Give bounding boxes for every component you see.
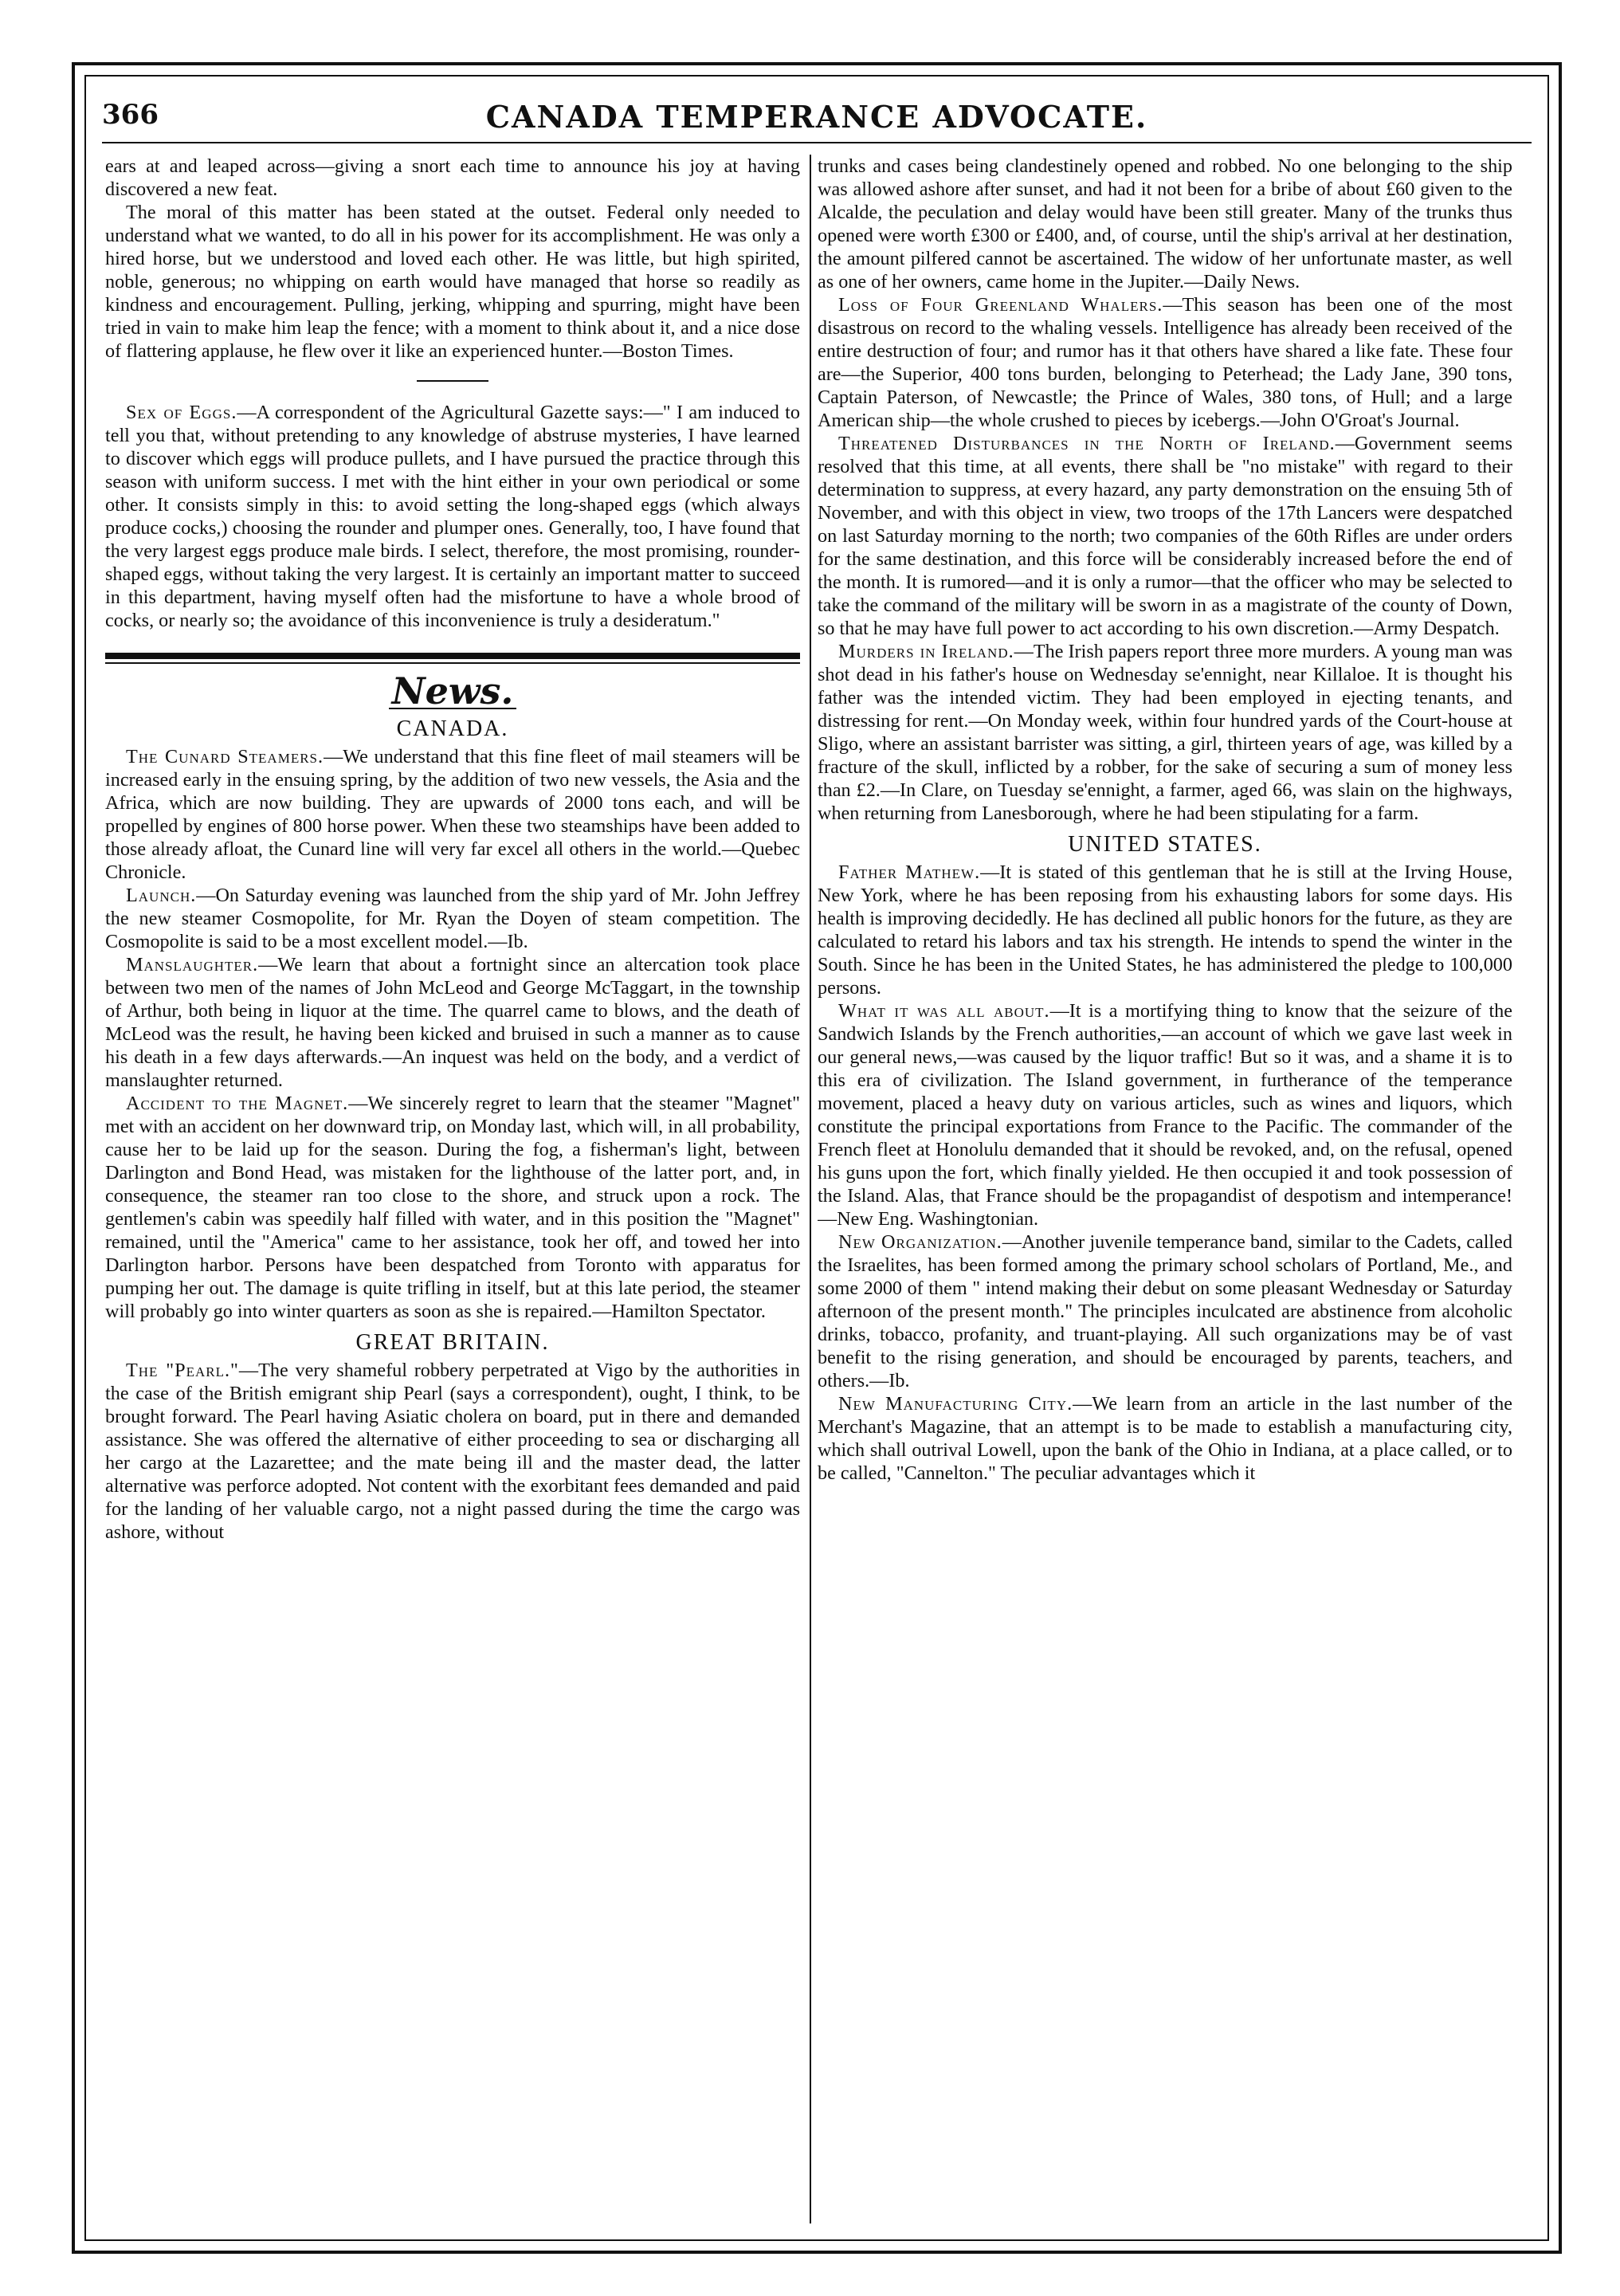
article-heading: Sex of Eggs. [126, 402, 237, 423]
article-body: —Government seems resolved that this time, at all events, there shall be "no mistake" with regard to their determination to suppress, at every hazard, any party demonstration on the ensuing 5th of November, and with this object in view, two troops of the 17th Lancers were despatched on last Saturday morning to the north; two companies of the 60th Rifles are under orders for the same destination, and this force will be considerably increased before the end of the month. It is rumored—and it is only a rumor—that the officer who may be selected to take the command of the military will be sworn in as a magistrate of the county of Down, so that he may have full power to act according to his own discretion.—Army Despatch. [818, 433, 1512, 639]
horse-story-moral: The moral of this matter has been stated at the outset. Federal only needed to understand what we wanted, to do all in his power for its accomplishment. He was only a hired horse, but we understood and loved each other. He was little, but high spirited, noble, generous; no whipping on earth would have managed that horse so readily as kindness and encouragement. Pulling, jerking, whipping and spurring, might have been tried in vain to make him leap the fence; with a moment to think about it, and a nice dose of flattering applause, he flew over it like an experienced hunter.—Boston Times. [105, 202, 800, 362]
article-pearl [105, 1359, 800, 1544]
article-murders [818, 640, 1512, 825]
page-inner-border [84, 75, 1549, 2241]
article-heading: Father Mathew. [838, 861, 981, 883]
article-heading: Manslaughter. [126, 954, 259, 975]
article-body: —We understand that this fine fleet of mail steamers will be increased early in the ensuing spring, by the addition of two new vessels, the Asia and the Africa, which are now building. They are upwards of 2000 tons each, and will be propelled by engines of 800 horse power. When these two steamships have been added to those already afloat, the Cunard line will very far excel all others in the world.—Quebec Chronicle. [105, 746, 800, 883]
article-manslaughter [105, 953, 800, 1092]
article-new-organization [818, 1230, 1512, 1392]
article-launch [105, 884, 800, 953]
article-body: —A correspondent of the Agricultural Gazette says:—" I am induced to tell you that, without pretending to any knowledge of abstruse mysteries, I have learned to discover which eggs will produce pullets, and I have pursued the practice through this season with uniform success. I met with the hint either in your own periodical or some other. It consists simply in this: to avoid setting the long-shaped eggs (which always produce cocks,) choosing the rounder and plumper ones. Generally, too, I have found that the very largest eggs produce male birds. I select, therefore, the most promising, rounder-shaped eggs, without taking the very largest. It is certainly an important matter to succeed in this department, having myself often had the misfortune to have a whole brood of cocks, or nearly so; the avoidance of this inconvenience is truly a desideratum." [105, 402, 800, 631]
horse-story-end: ears at and leaped across—giving a snort each time to announce his joy at having discovered a new feat. [105, 155, 800, 200]
page-number: 366 [102, 99, 159, 131]
article-body: —This season has been one of the most disastrous on record to the whaling vessels. Intelligence has already been received of the entire destruction of four; and rumor has it that others have shared a like fate. These four are—the Superior, 400 tons burden, belonging to Peterhead; the Lady Jane, 390 tons, Captain Paterson, of Newcastle; the Prince of Wales, 380 tons, of Hull; and a large American ship—the whole crushed to pieces by icebergs.—John O'Groat's Journal. [818, 294, 1512, 431]
article-cunard [105, 745, 800, 884]
publication-title: CANADA TEMPERANCE ADVOCATE. [485, 99, 1148, 135]
article-body: —The Irish papers report three more murders. A young man was shot dead in his father's house on Wednesday se'ennight, near Killaloe. It is thought his father was the intended victim. They had been employed in ejecting tenants, and distressing for rent.—On Monday week, within four hundred yards of the Court-house at Sligo, where an assistant barrister was sitting, a girl, thirteen years of age, was killed by a fracture of the skull, inflicted by a robber, for the sake of securing a sum of money less than £2.—In Clare, on Tuesday se'ennight, a farmer, aged 66, was slain on the highways, when returning from Lanesborough, where he had been stipulating for a farm. [818, 641, 1512, 824]
article-body: —The very shameful robbery perpetrated at Vigo by the authorities in the case of the British emigrant ship Pearl (says a correspondent), ought, I think, to be brought forward. The Pearl having Asiatic cholera on board, put in there and demanded assistance. She was offered the alternative of either proceeding to sea or discharging all her cargo at the Lazarettee; and the mate being ill and the master dead, the latter alternative was perforce adopted. Not content with the exorbitant fees demanded and paid for the landing of her valuable cargo, not a night passed during the time the cargo was ashore, without [105, 1360, 800, 1543]
divider [417, 380, 488, 382]
news-heading: News. [391, 669, 514, 712]
article-heading: New Manufacturing City. [838, 1393, 1073, 1415]
article-body: —It is a mortifying thing to know that the seizure of the Sandwich Islands by the French authorities,—an account of which we gave last week in our general news,—was caused by the liquor traffic! But so it was, and a shame it is to this era of civilization. The Island government, in furtherance of the temperance movement, placed a heavy duty on various articles, such as wines and liquors, which constitute the principal exportations from France to the Pacific. The commander of the French fleet at Honolulu demanded that it should be revoked, and, on the refusal, opened his guns upon the fort, which finally yielded. He then occupied it and took possession of the Island. Alas, that France should be the propagandist of despotism and intemperance!—New Eng. Washingtonian. [818, 1000, 1512, 1230]
article-heading: The Cunard Steamers. [126, 746, 324, 767]
section-heading-united-states: UNITED STATES. [1068, 832, 1262, 857]
right-column [818, 155, 1512, 2223]
article-heading: New Organization. [838, 1231, 1002, 1253]
article-heading: Murders in Ireland. [838, 641, 1014, 662]
page-header [102, 99, 1532, 147]
article-body: —We learn that about a fortnight since an altercation took place between two men of the names of John McLeod and George McTaggart, in the township of Arthur, both being in liquor at the time. The quarrel came to blows, and the death of McLeod was the result, he having been kicked and bruised in such a manner as to cause his death in a few days afterwards.—An inquest was held on the body, and a verdict of manslaughter returned. [105, 954, 800, 1091]
article-what-it-was [818, 999, 1512, 1230]
section-divider [105, 653, 800, 664]
section-heading-great-britain: GREAT BRITAIN. [355, 1330, 550, 1355]
section-heading-canada: CANADA. [396, 716, 509, 741]
article-body: —We sincerely regret to learn that the steamer "Magnet" met with an accident on her downward trip, on Monday last, which will, in all probability, cause her to be laid up for the season. During the fog, a fisherman's light, between Darlington and Bond Head, was mistaken for the lighthouse of the latter port, and, in consequence, the steamer ran too close to the shore, and struck upon a rock. The gentlemen's cabin was speedily half filled with water, and in this position the "Magnet" remained, until the "America" came to her assistance, took her off, and towed her into Darlington harbor. Persons have been despatched from Toronto with apparatus for pumping her out. The damage is quite trifling in itself, but at this late period, the steamer will probably go into winter quarters as soon as she is repaired.—Hamilton Spectator. [105, 1093, 800, 1322]
article-sex-of-eggs [105, 401, 800, 632]
article-ireland-disturbances [818, 432, 1512, 640]
article-body: —On Saturday evening was launched from the ship yard of Mr. John Jeffrey the new steamer Cosmopolite, for Mr. Ryan the Doyen of steam competition. The Cosmopolite is said to be a most excellent model.—Ib. [105, 885, 800, 952]
left-column [105, 155, 800, 2223]
article-manufacturing-city [818, 1392, 1512, 1485]
article-whalers [818, 293, 1512, 432]
article-heading: Launch. [126, 885, 197, 906]
article-heading: Threatened Disturbances in the North of Ireland. [838, 433, 1336, 454]
page-border [72, 62, 1562, 2254]
article-heading: The "Pearl." [126, 1360, 239, 1381]
article-magnet [105, 1092, 800, 1323]
article-body: —It is stated of this gentleman that he is still at the Irving House, New York, where he has been reposing from his exhausting labors for some days. His health is improving decidedly. He has declined all public honors for the future, as they are calculated to retard his labors and tax his strength. He intends to spend the winter in the South. Since he has been in the United States, he has administered the pledge to 100,000 persons. [818, 861, 1512, 999]
article-pearl-continued: trunks and cases being clandestinely opened and robbed. No one belonging to the ship was allowed ashore after sunset, and had it not been for a bribe of about £60 given to the Alcalde, the peculation and delay would have been still greater. Many of the trunks thus opened were worth £300 or £400, and, of course, until the ship's arrival at her destination, the amount pilfered cannot be ascertained. The widow of her unfortunate master, as well as one of her owners, came home in the Jupiter.—Daily News. [818, 155, 1512, 292]
header-rule [102, 142, 1532, 143]
article-heading: Accident to the Magnet. [126, 1093, 349, 1114]
article-body: —Another juvenile temperance band, similar to the Cadets, called the Israelites, has been formed among the primary school scholars of Portland, Me., and some 2000 of them " intend making their debut on some pleasant Wednesday or Saturday afternoon of the present month." The principles inculcated are abstinence from alcoholic drinks, tobacco, profanity, and truant-playing. All such organizations may be of vast benefit to the rising generation, and should be encouraged by parents, teachers, and others.—Ib. [818, 1231, 1512, 1391]
article-heading: What it was all about. [838, 1000, 1050, 1022]
article-body: —We learn from an article in the last number of the Merchant's Magazine, that an attempt is to be made to establish a manufacturing city, which shall outrival Lowell, upon the bank of the Ohio in Indiana, at a place called, or to be called, "Cannelton." The peculiar advantages which it [818, 1393, 1512, 1484]
article-heading: Loss of Four Greenland Whalers. [838, 294, 1163, 316]
article-father-mathew [818, 861, 1512, 999]
column-rule [810, 155, 811, 2223]
